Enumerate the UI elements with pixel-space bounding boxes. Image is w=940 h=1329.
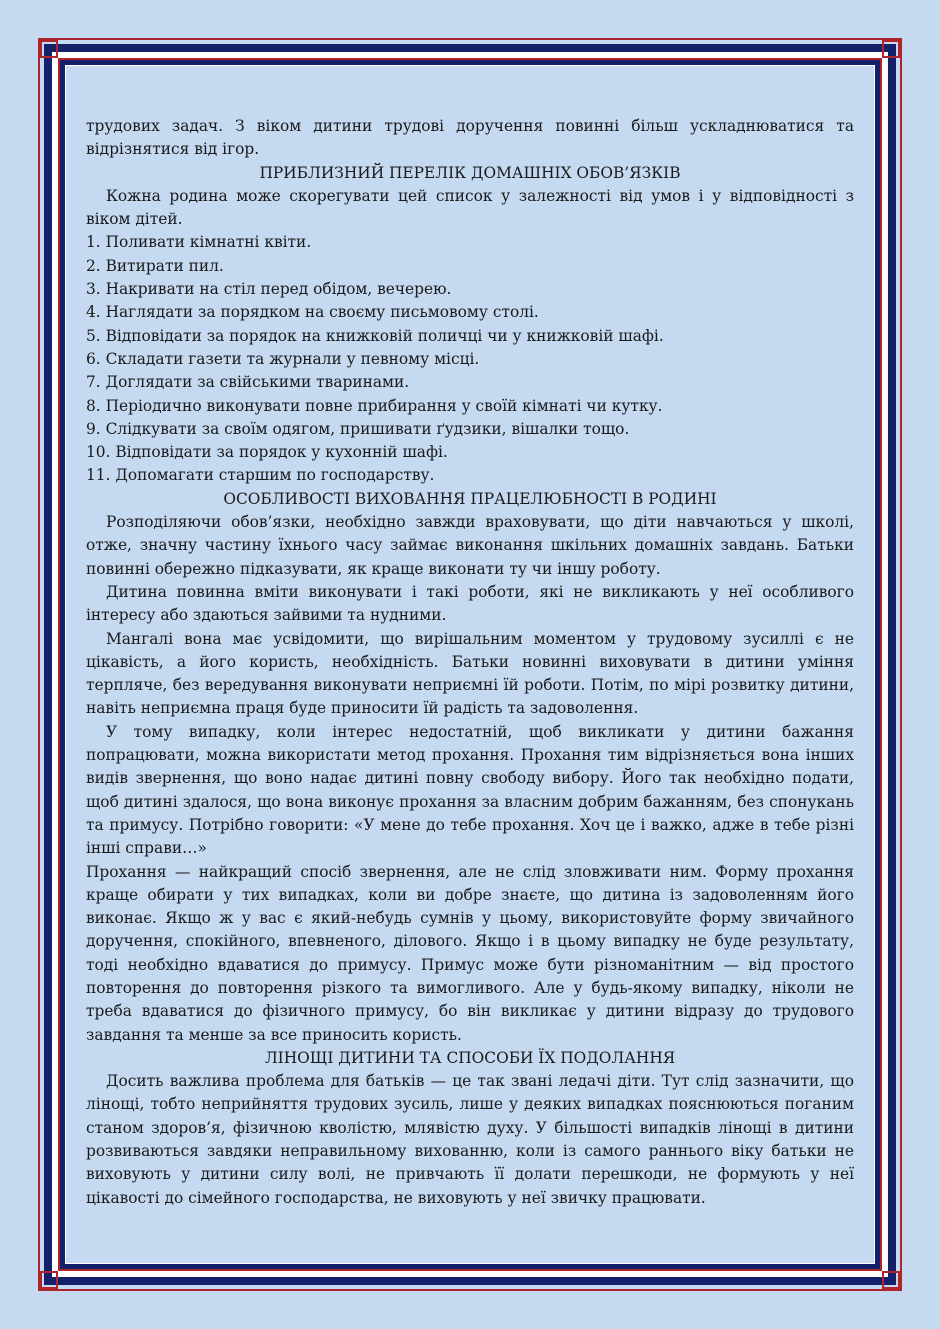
list-item: 4. Наглядати за порядком на своєму письмовому столі. xyxy=(86,303,539,322)
paragraph: Дитина повинна вміти виконувати і такі роботи, які не викликають у неї особливого інтересу або здаються зайвими та нудними. xyxy=(86,582,854,625)
list-item: 9. Слідкувати за своїм одягом, пришивати ґудзики, вішалки тощо. xyxy=(86,419,630,438)
intro-paragraph: трудових задач. З віком дитини трудові доручення повинні більш ускладнюватися та відрізнятися від ігор. xyxy=(86,117,854,159)
list-item: 8. Періодично виконувати повне прибирання у своїй кімнаті чи кутку. xyxy=(86,396,663,415)
list-item: 6. Складати газети та журнали у певному місці. xyxy=(86,349,480,368)
list-item: 10. Відповідати за порядок у кухонній шафі. xyxy=(86,443,448,462)
document-body xyxy=(86,115,854,1210)
duties-list xyxy=(86,231,854,487)
frame-corner-ornament xyxy=(40,40,58,58)
list-item: 2. Витирати пил. xyxy=(86,256,224,275)
paragraph: Досить важлива проблема для батьків — це так звані ледачі діти. Тут слід зазначити, що лінощі, тобто неприйняття трудових зусиль, лише у деяких випадках пояснюються поганим станом здоров’я, фізичною кволістю, млявістю духу. У більшості випадків лінощі в дитини розвиваються завдяки неправильному вихованню, коли із самого раннього віку батьки не виховують у дитини силу волі, не привчають її долати перешкоди, не формують у неї цікавості до сімейного господарства, не виховують у неї звичку працювати. xyxy=(86,1072,854,1207)
paragraph: Мангалі вона має усвідомити, що вирішальним моментом у трудовому зусиллі є не цікавість, а його користь, необхідність. Батьки новинні виховувати в дитини уміння терпляче, без вередування виконувати неприємні їй роботи. Потім, по мірі розвитку дитини, навіть неприємна праця буде приносити їй радість та задоволення. xyxy=(86,629,854,718)
section-title-laziness: ЛІНОЩІ ДИТИНИ ТА СПОСОБИ ЇХ ПОДОЛАННЯ xyxy=(264,1048,676,1067)
section-title-duties: ПРИБЛИЗНИЙ ПЕРЕЛІК ДОМАШНІХ ОБОВ’ЯЗКІВ xyxy=(259,163,681,182)
section-title-diligence: ОСОБЛИВОСТІ ВИХОВАННЯ ПРАЦЕЛЮБНОСТІ В РОДИНІ xyxy=(223,489,717,508)
list-item: 11. Допомагати старшим по господарству. xyxy=(86,466,435,485)
list-item: 3. Накривати на стіл перед обідом, вечерею. xyxy=(86,280,452,299)
list-item: 1. Поливати кімнатні квіти. xyxy=(86,233,312,252)
frame-corner-ornament xyxy=(882,40,900,58)
paragraph: Прохання — найкращий спосіб звернення, але не слід зловживати ним. Форму прохання краще обирати у тих випадках, коли ви добре знаєте, що дитина із задоволенням його виконає. Якщо ж у вас є який-небудь сумнів у цьому, використовуйте форму звичайного доручення, спокійного, впевненого, ділового. Якщо і в цьому випадку не буде результату, тоді необхідно вдаватися до примусу. Примус може бути різноманітним — від простого повторення до повторення різкого та вимогливого. Але у будь-якому випадку, ніколи не треба вдаватися до фізичного примусу, бо він викликає у дитини відразу до трудового завдання та менше за все приносить користь. xyxy=(86,862,854,1044)
frame-corner-ornament xyxy=(40,1271,58,1289)
duties-intro-paragraph: Кожна родина може скорегувати цей список у залежності від умов і у відповідності з віком дітей. xyxy=(86,186,854,229)
frame-corner-ornament xyxy=(882,1271,900,1289)
list-item: 7. Доглядати за свійськими тваринами. xyxy=(86,373,410,392)
paragraph: У тому випадку, коли інтерес недостатній, щоб викликати у дитини бажання попрацювати, можна використати метод прохання. Прохання тим відрізняється вона інших видів звернення, що воно надає дитині повну свободу вибору. Його так необхідно подати, щоб дитині здалося, що вона виконує прохання за власним добрим бажанням, без спонукань та примусу. Потрібно говорити: «У мене до тебе прохання. Хоч це і важко, адже в тебе різні інші справи…» xyxy=(86,722,854,858)
paragraph: Розподіляючи обов’язки, необхідно завжди враховувати, що діти навчаються у школі, отже, значну частину їхнього часу займає виконання шкільних домашніх завдань. Батьки повинні обережно підказувати, як краще виконати ту чи іншу роботу. xyxy=(86,513,854,578)
list-item: 5. Відповідати за порядок на книжковій поличці чи у книжковій шафі. xyxy=(86,326,664,345)
